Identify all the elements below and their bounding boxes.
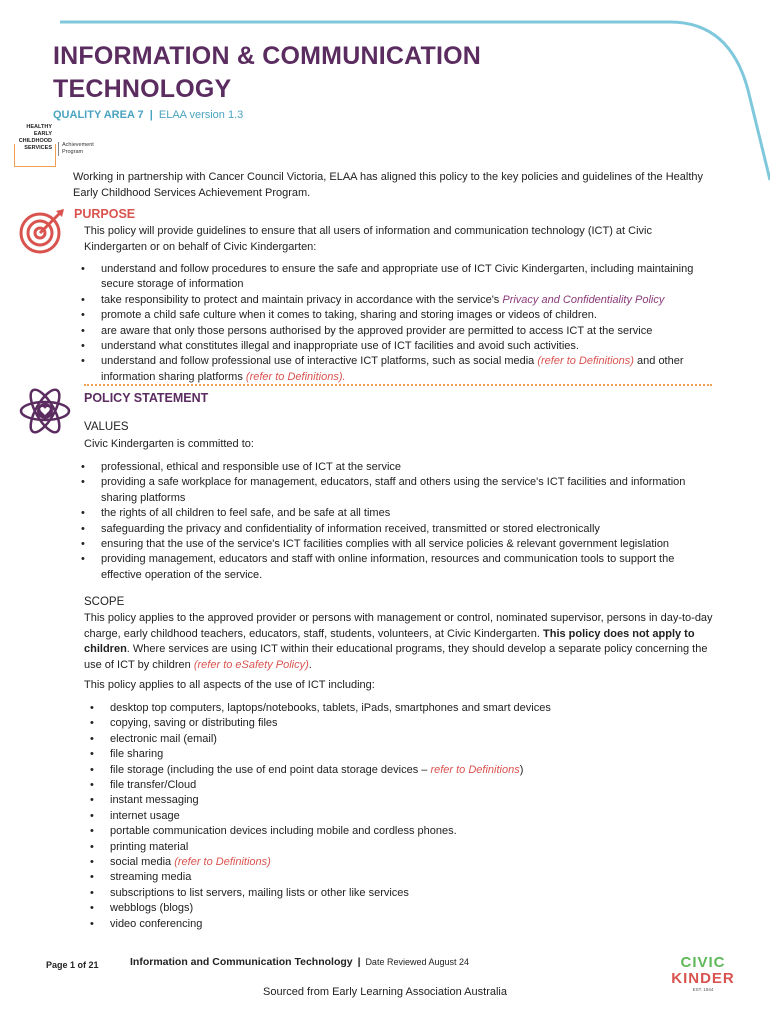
purpose-list [79, 262, 714, 385]
version: ELAA version 1.3 [158, 109, 244, 121]
list-item: • file transfer/Cloud [88, 778, 708, 793]
values-list [79, 460, 714, 583]
aspects-list [88, 701, 708, 932]
list-item: • professional, ethical and responsible use of ICT at the service [79, 460, 714, 475]
values-heading: VALUES [84, 421, 129, 433]
list-item: • social media (refer to Definitions) [88, 855, 708, 870]
section-divider [84, 384, 712, 386]
privacy-policy-link[interactable]: Privacy and Confidentiality Policy [502, 293, 665, 306]
list-item: • printing material [88, 840, 708, 855]
purpose-intro: This policy will provide guidelines to ensure that all users of information and communication technology (ICT) at Civic Kindergarten or on behalf of Civic Kindergarten: [84, 225, 652, 253]
quality-area: QUALITY AREA 7 [53, 109, 144, 121]
list-item: • understand and follow procedures to ensure the safe and appropriate use of ICT Civic Kindergarten, including maintaining secure storage of information [79, 262, 714, 293]
list-item: • understand what constitutes illegal and inappropriate use of ICT facilities and avoid such activities. [79, 339, 714, 354]
date-reviewed: Date Reviewed August 24 [365, 957, 470, 967]
civic-kinder-logo: CIVIC KINDER EST. 1944 [671, 954, 735, 992]
footer-title: Information and Communication Technology | Date Reviewed August 24 [130, 956, 470, 968]
list-item: • providing management, educators and staff with online information, resources and communication tools to support the effective operation of the service. [79, 552, 714, 583]
page-number: Page 1 of 21 [46, 960, 99, 970]
list-item: • ensuring that the use of the service's ICT facilities complies with all service policies & relevant government legislation [79, 537, 714, 552]
list-item: • are aware that only those persons authorised by the approved provider are permitted to access ICT at the service [79, 324, 714, 339]
list-item: • streaming media [88, 870, 708, 885]
quality-area-line: QUALITY AREA 7 | ELAA version 1.3 [53, 109, 244, 121]
scope-heading: SCOPE [84, 596, 125, 608]
list-item: • file storage (including the use of end point data storage devices – refer to Definitions) [88, 763, 708, 778]
list-item: • file sharing [88, 747, 708, 762]
list-item: • the rights of all children to feel safe, and be safe at all times [79, 506, 714, 521]
list-item: • video conferencing [88, 917, 708, 932]
target-icon [14, 203, 69, 258]
definitions-link[interactable]: (refer to Definitions) [537, 355, 634, 368]
scope-aspects-intro: This policy applies to all aspects of the use of ICT including: [84, 679, 375, 691]
list-item: • promote a child safe culture when it comes to taking, sharing and storing images or videos of children. [79, 308, 714, 323]
purpose-heading: PURPOSE [74, 207, 136, 221]
hes-logo: HEALTHY EARLY CHILDHOOD SERVICES Achievement Program [8, 124, 108, 168]
policy-statement-heading: POLICY STATEMENT [84, 391, 209, 405]
scope-paragraph: This policy applies to the approved provider or persons with management or control, nominated supervisor, persons in day-to-day charge, early childhood teachers, educators, staff, students, volunteers, at Civic Kindergarten. This policy does not apply to children. Where services are using ICT within their educational programs, they should develop a separate policy concerning the use of ICT by children (refer to eSafety Policy). [84, 612, 713, 671]
list-item: • electronic mail (email) [88, 732, 708, 747]
partnership-statement: Working in partnership with Cancer Council Victoria, ELAA has aligned this policy to the key policies and guidelines of the Healthy Early Childhood Services Achievement Program. [73, 171, 703, 199]
list-item: • understand and follow professional use of interactive ICT platforms, such as social media (refer to Definitions) and other information sharing platforms (refer to Definitions). [79, 354, 714, 385]
list-item: • providing a safe workplace for management, educators, staff and others using the service's ICT facilities and information sharing platforms [79, 475, 714, 506]
definitions-link[interactable]: (refer to Definitions). [245, 370, 346, 383]
atom-heart-icon [18, 384, 73, 439]
list-item: • internet usage [88, 809, 708, 824]
list-item: • webblogs (blogs) [88, 901, 708, 916]
values-intro: Civic Kindergarten is committed to: [84, 438, 254, 450]
definitions-link[interactable]: (refer to Definitions) [174, 856, 271, 869]
list-item: • portable communication devices including mobile and cordless phones. [88, 824, 708, 839]
sourced-from: Sourced from Early Learning Association Australia [263, 986, 507, 998]
definitions-link[interactable]: refer to Definitions [430, 763, 520, 776]
list-item: • desktop top computers, laptops/notebooks, tablets, iPads, smartphones and smart devices [88, 701, 708, 716]
list-item: • subscriptions to list servers, mailing lists or other like services [88, 886, 708, 901]
page-title: INFORMATION & COMMUNICATION TECHNOLOGY [53, 42, 482, 103]
esafety-policy-link[interactable]: (refer to eSafety Policy) [193, 658, 309, 671]
list-item: • copying, saving or distributing files [88, 716, 708, 731]
list-item: • take responsibility to protect and maintain privacy in accordance with the service's Privacy and Confidentiality Policy [79, 293, 714, 308]
list-item: • safeguarding the privacy and confidentiality of information received, transmitted or stored electronically [79, 522, 714, 537]
list-item: • instant messaging [88, 793, 708, 808]
